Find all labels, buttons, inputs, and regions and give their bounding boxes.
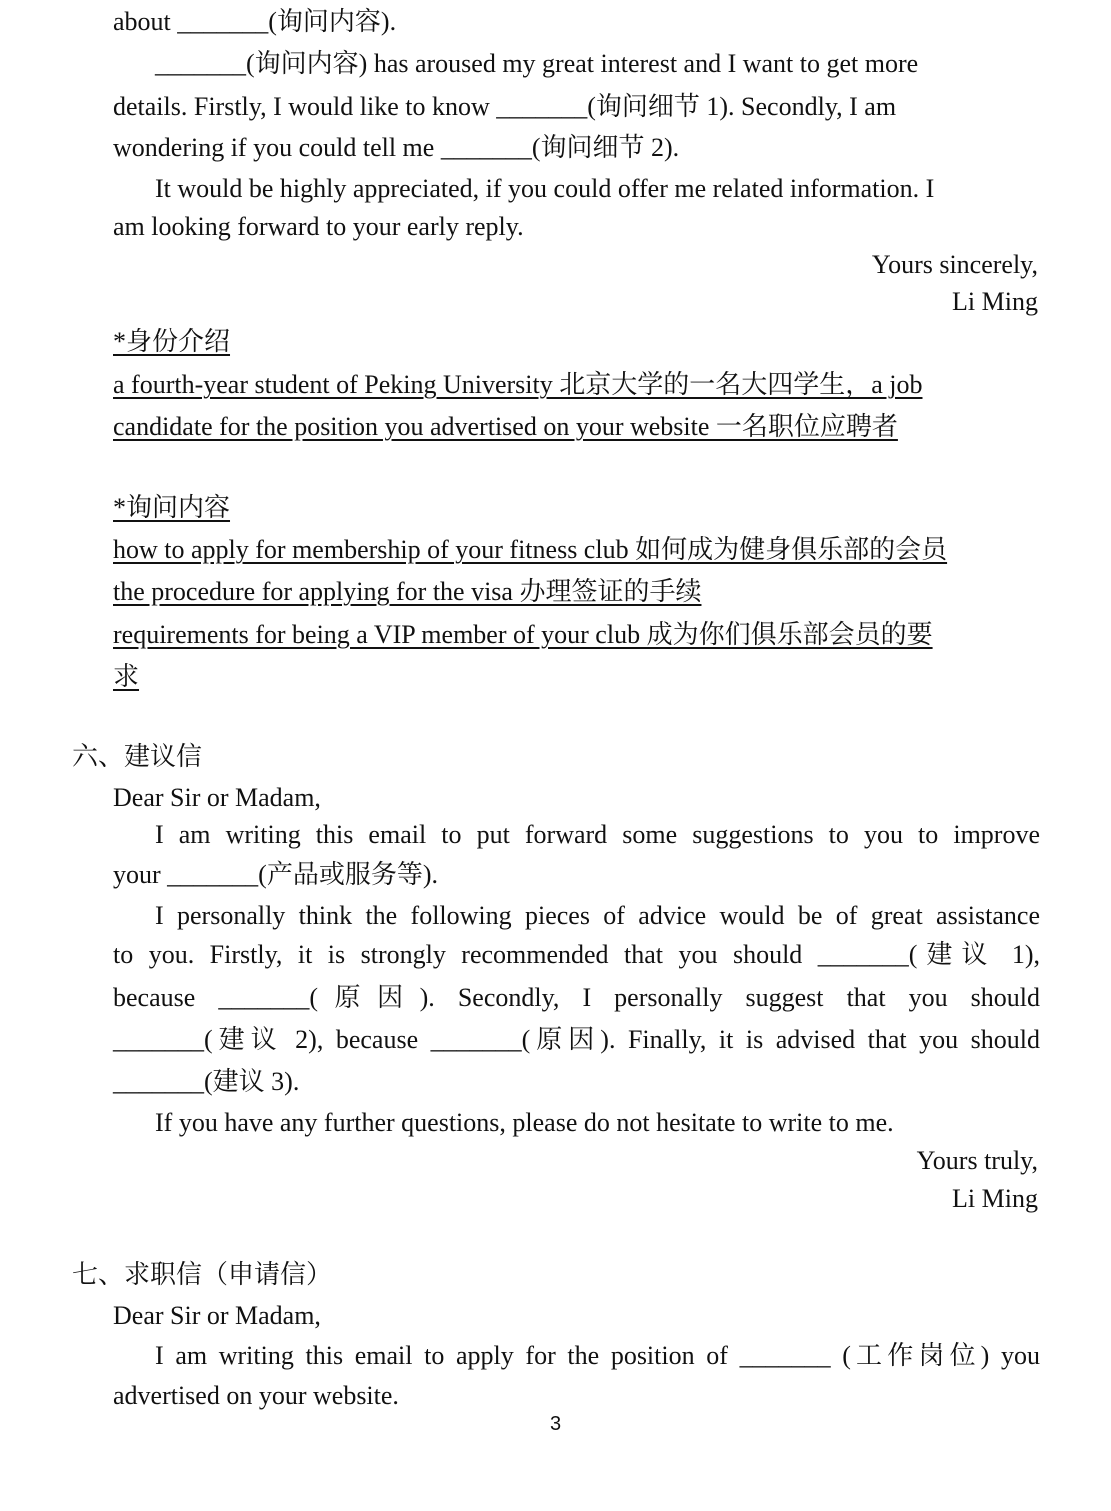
content-line: how to apply for membership of your fitness club 如何成为健身俱乐部的会员 xyxy=(113,535,948,564)
closing: Yours truly, xyxy=(916,1146,1038,1175)
content-heading: *询问内容 xyxy=(113,493,231,522)
letter-line: wondering if you could tell me _______(询问细节 2). xyxy=(113,133,680,162)
letter-line: It would be highly appreciated, if you could offer me related information. I xyxy=(155,174,935,203)
letter-line: to you. Firstly, it is strongly recommended that you should _______(建议 1), xyxy=(113,940,1040,969)
signature: Li Ming xyxy=(952,1184,1038,1213)
letter-line: because _______(原因). Secondly, I personally suggest that you should xyxy=(113,983,1040,1012)
letter-line: I personally think the following pieces of advice would be of great assistance xyxy=(155,901,1040,930)
page-number: 3 xyxy=(549,1413,562,1435)
content-line: requirements for being a VIP member of your club 成为你们俱乐部会员的要 xyxy=(113,620,933,649)
closing: Yours sincerely, xyxy=(871,250,1038,279)
letter-line: I am writing this email to apply for the position of _______ (工作岗位) you xyxy=(155,1341,1040,1370)
letter-line: am looking forward to your early reply. xyxy=(113,212,524,241)
identity-heading: *身份介绍 xyxy=(113,327,231,356)
letter-line: _______(建议 3). xyxy=(113,1067,300,1096)
salutation: Dear Sir or Madam, xyxy=(113,783,321,812)
letter-line: If you have any further questions, please do not hesitate to write to me. xyxy=(155,1108,894,1137)
letter-line: I am writing this email to put forward some suggestions to you to improve xyxy=(155,820,1040,849)
signature: Li Ming xyxy=(952,287,1038,316)
letter-line: about _______(询问内容). xyxy=(113,7,397,36)
letter-line: _______(询问内容) has aroused my great interest and I want to get more xyxy=(155,49,919,78)
section-heading: 六、建议信 xyxy=(72,742,203,771)
section-heading: 七、求职信（申请信） xyxy=(72,1260,333,1289)
letter-line: advertised on your website. xyxy=(113,1381,399,1410)
identity-line: a fourth-year student of Peking University 北京大学的一名大四学生，a job xyxy=(113,370,923,399)
letter-line: your _______(产品或服务等). xyxy=(113,860,438,889)
content-line: the procedure for applying for the visa 办理签证的手续 xyxy=(113,577,702,606)
letter-line: details. Firstly, I would like to know _______(询问细节 1). Secondly, I am xyxy=(113,92,897,121)
salutation: Dear Sir or Madam, xyxy=(113,1301,321,1330)
identity-line: candidate for the position you advertised on your website 一名职位应聘者 xyxy=(113,412,898,441)
content-line: 求 xyxy=(113,662,140,691)
letter-line: _______(建议 2), because _______(原因). Finally, it is advised that you should xyxy=(113,1025,1040,1054)
